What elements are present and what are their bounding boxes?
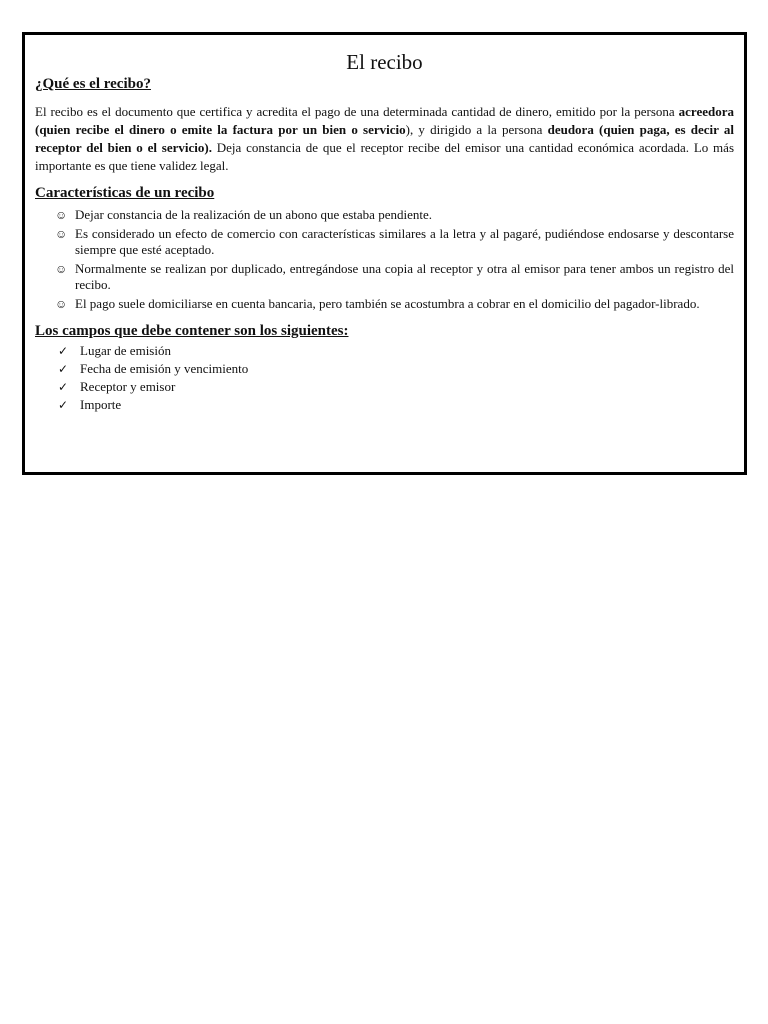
section-heading-que-es: ¿Qué es el recibo? — [35, 76, 151, 92]
list-item-text: Importe — [80, 397, 122, 412]
document-content — [35, 49, 734, 414]
list-item-text: El pago suele domiciliarse en cuenta bancaria, pero también se acostumbra a cobrar en el domicilio del pagador-librado. — [75, 296, 700, 311]
list-item — [58, 360, 734, 378]
page-title: El recibo — [346, 50, 423, 74]
definition-bold-acreedora: acreedora (quien recibe el dinero o emite la factura por un bien o servicio — [35, 104, 734, 137]
definition-text-a: El recibo es el documento que certifica y acredita el pago de una determinada cantidad de dinero, emitido por la persona — [35, 104, 679, 119]
list-item — [55, 296, 734, 312]
fields-list — [35, 342, 734, 414]
definition-text-e: Deja constancia de que el receptor recibe del emisor una cantidad económica acordada. Lo más importante es que tiene validez legal. — [35, 140, 734, 173]
list-item-text: Normalmente se realizan por duplicado, entregándose una copia al receptor y otra al emisor para tener ambos un registro del recibo. — [75, 261, 734, 292]
list-item — [55, 261, 734, 293]
checkmark-icon: ✓ — [58, 362, 69, 376]
checkmark-icon: ✓ — [58, 344, 69, 358]
checkmark-icon: ✓ — [58, 398, 69, 412]
list-item-text: Fecha de emisión y vencimiento — [80, 361, 249, 376]
characteristics-list — [35, 207, 734, 312]
list-item — [55, 207, 734, 223]
smiley-icon: ☺ — [55, 227, 68, 241]
list-item — [55, 226, 734, 258]
definition-paragraph — [35, 103, 734, 175]
document-frame — [22, 32, 747, 475]
list-item — [58, 378, 734, 396]
list-item — [58, 342, 734, 360]
list-item-text: Lugar de emisión — [80, 343, 171, 358]
list-item-text: Es considerado un efecto de comercio con características similares a la letra y al pagaré, pudiéndose endosarse y descontarse siempre que esté aceptado. — [75, 226, 734, 257]
section-heading-campos: Los campos que debe contener son los siguientes: — [35, 323, 349, 339]
section-heading-caracteristicas: Características de un recibo — [35, 185, 215, 201]
smiley-icon: ☺ — [55, 297, 68, 311]
smiley-icon: ☺ — [55, 262, 68, 276]
list-item-text: Dejar constancia de la realización de un abono que estaba pendiente. — [75, 207, 432, 222]
definition-text-c: ), y dirigido a la persona — [405, 122, 548, 137]
smiley-icon: ☺ — [55, 208, 68, 222]
list-item-text: Receptor y emisor — [80, 379, 176, 394]
list-item — [58, 396, 734, 414]
definition-bold-deudora: deudora (quien paga, es decir al receptor del bien o el servicio). — [35, 122, 735, 155]
checkmark-icon: ✓ — [58, 380, 69, 394]
